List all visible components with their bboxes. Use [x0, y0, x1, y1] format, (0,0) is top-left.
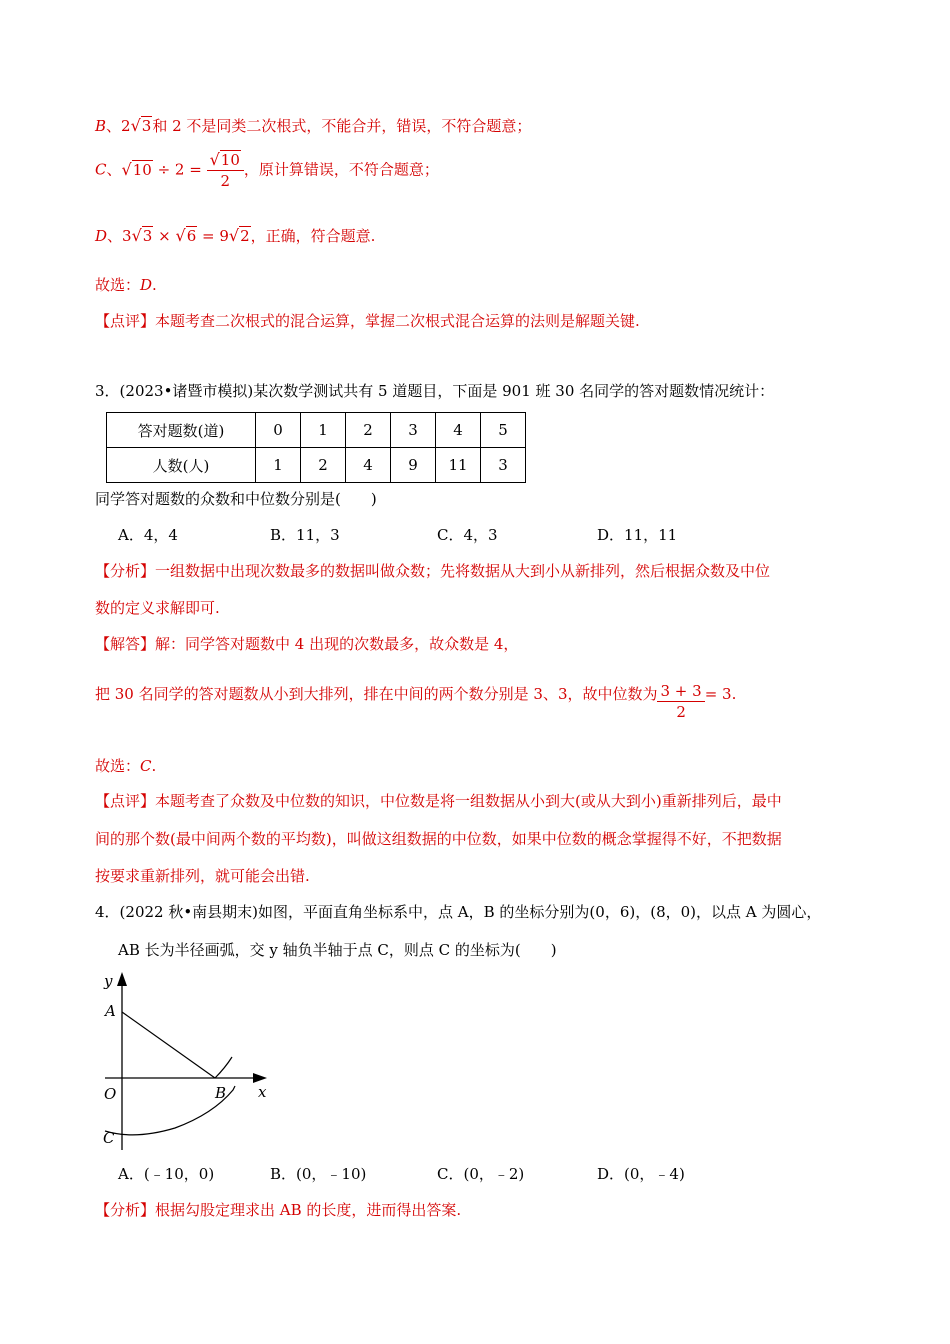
- q2-d-radicand-2: 6: [186, 227, 197, 245]
- q2-b-coef: 2: [121, 117, 131, 135]
- q4-stem-2: AB 长为半径画弧，交 y 轴负半轴于点 C，则点 C 的坐标为( ): [118, 941, 557, 959]
- table-cell: 5: [481, 413, 526, 448]
- q2-c-radicand: 10: [132, 160, 152, 179]
- arc-extension: [215, 1057, 232, 1078]
- q3-answer-2: 把 30 名同学的答对题数从小到大排列，排在中间的两个数分别是 3、3，故中位数为: [95, 685, 658, 703]
- x-axis-arrow: [253, 1073, 267, 1083]
- q2-d-letter: D: [95, 227, 108, 245]
- q3-option-d[interactable]: D．11，11: [597, 526, 678, 544]
- q2-b-radical: √3: [130, 116, 152, 135]
- q2-d-sep: 、: [107, 227, 123, 245]
- q2-c-frac-num: 10: [220, 151, 240, 169]
- y-axis-arrow: [117, 972, 127, 986]
- q4-option-a[interactable]: A．(﹣10，0): [118, 1165, 215, 1183]
- table-cell: 3: [481, 448, 526, 483]
- q3-option-a[interactable]: A．4，4: [118, 526, 178, 544]
- q2-d-radicand-3: 2: [240, 227, 250, 245]
- q3-row2-head: 人数(人): [107, 448, 256, 483]
- q2-c-div: ÷ 2 =: [157, 160, 202, 179]
- q2-d-coef: 3: [122, 227, 132, 245]
- q2-choice-end: .: [152, 276, 157, 294]
- q4-analysis: 根据勾股定理求出 AB 的长度，进而得出答案.: [155, 1201, 462, 1219]
- q2-choice-prefix: 故选：: [95, 276, 141, 294]
- q2-b-letter: B: [95, 117, 107, 135]
- q2-c-radical: √10: [121, 159, 152, 179]
- q2-d-eq: = 9: [202, 227, 229, 245]
- table-cell: 4: [436, 413, 481, 448]
- q2-option-d-line: [95, 226, 375, 246]
- q2-choice: D: [140, 276, 153, 294]
- q2-d-radical-3: √2: [228, 226, 250, 245]
- q2-c-text: ，原计算错误，不符合题意；: [243, 160, 439, 179]
- q3-answer-1: 解：同学答对题数中 4 出现的次数最多，故众数是 4，: [155, 635, 519, 653]
- q2-c-letter: C: [95, 160, 107, 179]
- q3-analysis-tag: 【分析】: [95, 562, 156, 580]
- table-cell: 11: [436, 448, 481, 483]
- table-cell: 2: [301, 448, 346, 483]
- q2-d-text: ，正确，符合题意.: [250, 227, 376, 245]
- q3-analysis-line-1: [95, 561, 770, 581]
- q2-c-frac-den: 2: [220, 172, 230, 190]
- table-cell: 2: [346, 413, 391, 448]
- point-c-label: C: [103, 1129, 115, 1147]
- q2-comment: 本题考查二次根式的混合运算，掌握二次根式混合运算的法则是解题关键.: [155, 312, 640, 330]
- q4-stem-1: 4．(2022 秋•南县期末)如图，平面直角坐标系中，点 A，B 的坐标分别为(0，6)，(8，0)，以点 A 为圆心，: [95, 903, 822, 921]
- q2-d-times: ×: [158, 227, 171, 245]
- q2-c-fraction: $\frac{√10}{2}$: [207, 150, 244, 191]
- q2-b-radicand: 3: [141, 117, 152, 135]
- segment-ab: [122, 1012, 215, 1078]
- table-cell: 0: [256, 413, 301, 448]
- q3-median-fraction: [657, 681, 704, 722]
- q3-analysis-1: 一组数据中出现次数最多的数据叫做众数；先将数据从大到小从新排列，然后根据众数及中位: [155, 562, 771, 580]
- q3-stem: 3．(2023•诸暨市模拟)某次数学测试共有 5 道题目，下面是 901 班 30 名同学的答对题数情况统计：: [95, 382, 775, 400]
- table-row: [107, 413, 526, 448]
- q2-d-radicand-1: 3: [142, 227, 153, 245]
- q4-option-b[interactable]: B．(0，﹣10): [270, 1165, 367, 1183]
- q2-option-c-line: [95, 150, 439, 191]
- q3-question: 同学答对题数的众数和中位数分别是( ): [95, 490, 377, 508]
- q2-comment-line: [95, 311, 640, 331]
- q2-comment-tag: 【点评】: [95, 312, 156, 330]
- q2-choice-line: [95, 275, 157, 295]
- q2-d-radical-1: √3: [131, 226, 153, 245]
- q2-c-sep: 、: [106, 160, 122, 179]
- table-cell: 1: [301, 413, 346, 448]
- q3-option-b[interactable]: B．11，3: [270, 526, 340, 544]
- q4-coordinate-graph: [95, 968, 285, 1153]
- q3-answer-2-end: = 3.: [704, 685, 737, 703]
- q3-option-c[interactable]: C．4，3: [437, 526, 498, 544]
- q3-answer-line-1: [95, 634, 518, 654]
- table-cell: 4: [346, 448, 391, 483]
- q4-analysis-line: [95, 1200, 461, 1220]
- table-row: [107, 448, 526, 483]
- q2-b-text: 和 2 不是同类二次根式，不能合并，错误，不符合题意；: [152, 117, 532, 135]
- q3-comment-line-1: [95, 791, 782, 811]
- table-cell: 1: [256, 448, 301, 483]
- q3-choice: C: [140, 757, 152, 775]
- q3-analysis-2: 数的定义求解即可.: [95, 599, 220, 617]
- q3-frac-den: 2: [676, 703, 686, 721]
- q4-option-c[interactable]: C．(0，﹣2): [437, 1165, 525, 1183]
- q3-comment-1: 本题考查了众数及中位数的知识，中位数是将一组数据从小到大(或从大到小)重新排列后，最中: [155, 792, 782, 810]
- point-a-label: A: [105, 1002, 116, 1020]
- q2-b-sep: 、: [106, 117, 122, 135]
- q3-choice-line: [95, 756, 156, 776]
- q3-stats-table: [106, 412, 526, 483]
- x-label: x: [258, 1083, 267, 1101]
- q3-comment-3: 按要求重新排列，就可能会出错.: [95, 867, 310, 885]
- q2-d-radical-2: √6: [175, 226, 197, 245]
- q4-analysis-tag: 【分析】: [95, 1201, 156, 1219]
- origin-label: O: [104, 1085, 117, 1103]
- q3-comment-tag: 【点评】: [95, 792, 156, 810]
- q3-row1-head: 答对题数(道): [107, 413, 256, 448]
- q2-option-b-line: [95, 116, 531, 136]
- q3-answer-tag: 【解答】: [95, 635, 156, 653]
- q3-choice-prefix: 故选：: [95, 757, 141, 775]
- q3-answer-line-2: [95, 681, 736, 722]
- q3-frac-num: 3 + 3: [657, 681, 704, 702]
- q3-comment-2: 间的那个数(最中间两个数的平均数)，叫做这组数据的中位数，如果中位数的概念掌握得不好，不把数据: [95, 830, 782, 848]
- table-cell: 9: [391, 448, 436, 483]
- y-label: y: [104, 972, 113, 990]
- q3-choice-end: .: [151, 757, 157, 775]
- q4-option-d[interactable]: D．(0，﹣4): [597, 1165, 685, 1183]
- point-b-label: B: [215, 1084, 227, 1102]
- table-cell: 3: [391, 413, 436, 448]
